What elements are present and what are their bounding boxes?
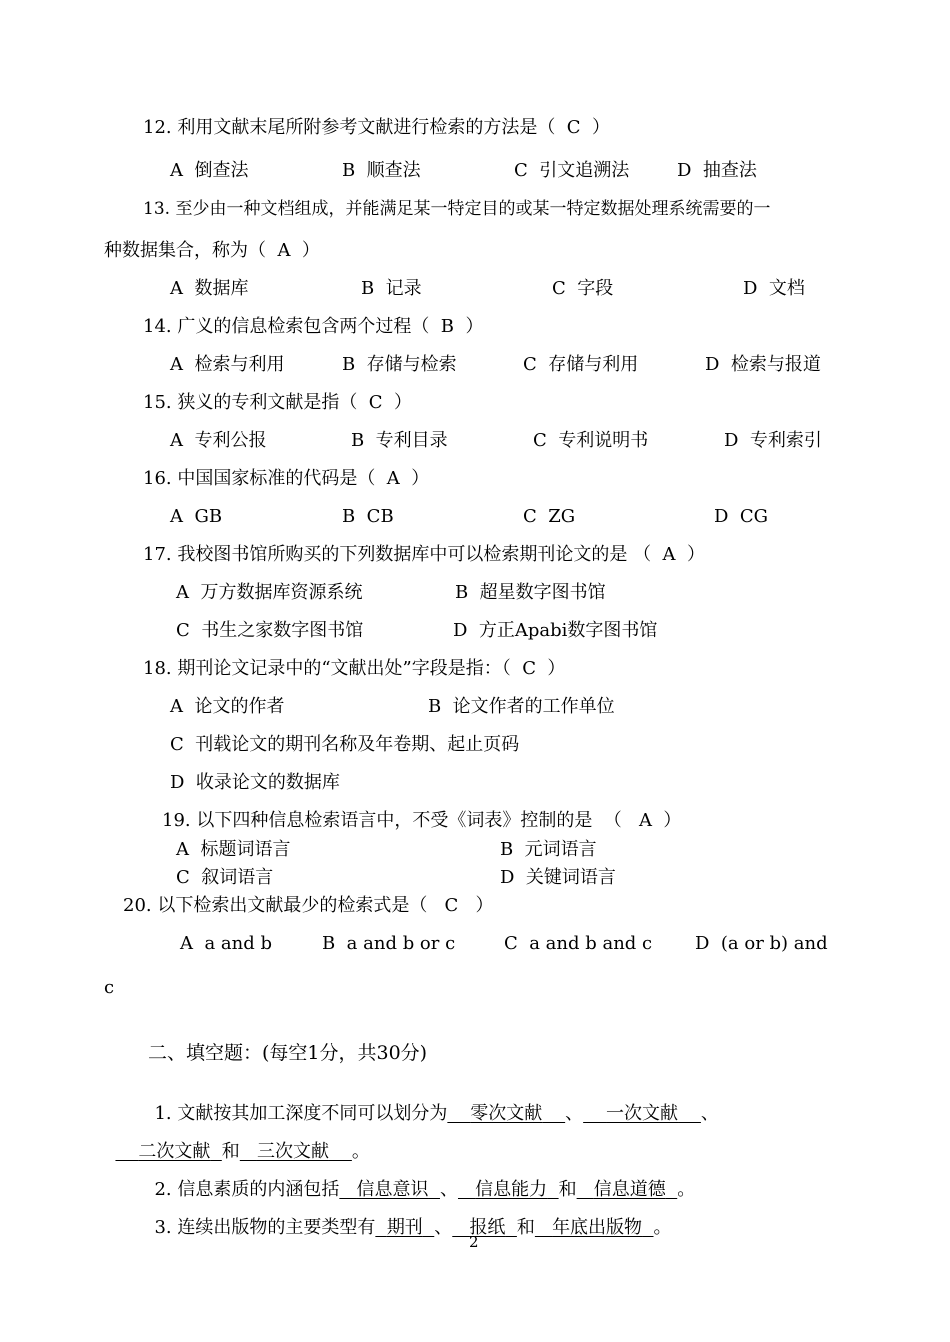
q20-option-a: A a and b <box>180 933 272 954</box>
q17-option-d: D 方正Apabi数字图书馆 <box>453 620 658 641</box>
fill-2-answer-3: 信息道德 <box>593 1179 666 1200</box>
q17-option-a: A 万方数据库资源系统 <box>176 582 363 603</box>
q18-option-a: A 论文的作者 <box>170 696 285 717</box>
q18-option-c: C 刊载论文的期刊名称及年卷期、起止页码 <box>170 734 520 755</box>
fill-3 <box>143 1195 672 1239</box>
q14-option-a: A 检索与利用 <box>170 354 285 375</box>
question-12: 12. 利用文献末尾所附参考文献进行检索的方法是（ C ） <box>143 117 611 138</box>
q16-option-a: A GB <box>170 506 223 527</box>
q17-option-c: C 书生之家数字图书馆 <box>176 620 364 641</box>
fill-1-end: 。 <box>351 1141 370 1162</box>
question-17: 17. 我校图书馆所购买的下列数据库中可以检索期刊论文的是 （ A ） <box>143 544 705 565</box>
q19-option-a: A 标题词语言 <box>176 839 291 860</box>
fill-2-answer-1: 信息意识 <box>356 1179 429 1200</box>
fill-3-lead: 3. 连续出版物的主要类型有 <box>154 1217 376 1238</box>
q18-option-d: D 收录论文的数据库 <box>170 772 340 793</box>
q12-option-a: A 倒查法 <box>170 160 249 181</box>
fill-3-answer-2: 报纸 <box>469 1217 506 1238</box>
q16-option-d: D CG <box>714 506 769 527</box>
fill-1-answer-3: 二次文献 <box>138 1141 211 1162</box>
fill-3-and: 和 <box>516 1217 535 1238</box>
q15-option-b: B 专利目录 <box>351 430 448 451</box>
q13-option-d: D 文档 <box>743 278 805 299</box>
q12-option-d: D 抽查法 <box>677 160 757 181</box>
fill-1-lead: 1. 文献按其加工深度不同可以划分为 <box>154 1103 448 1124</box>
fill-2-answer-2: 信息能力 <box>475 1179 548 1200</box>
fill-1-answer-4: 三次文献 <box>256 1141 329 1162</box>
fill-1-answer-1: 零次文献 <box>470 1103 543 1124</box>
question-19: 19. 以下四种信息检索语言中，不受《词表》控制的是 （ A ） <box>162 810 682 831</box>
q20-option-b: B a and b or c <box>322 933 456 954</box>
fill-3-sep-1: 、 <box>434 1217 453 1238</box>
fill-2-end: 。 <box>677 1179 696 1200</box>
fill-3-end: 。 <box>653 1217 672 1238</box>
q16-option-c: C ZG <box>523 506 576 527</box>
fill-2-sep-1: 、 <box>439 1179 458 1200</box>
question-16: 16. 中国国家标准的代码是（ A ） <box>143 468 430 489</box>
fill-2-lead: 2. 信息素质的内涵包括 <box>154 1179 340 1200</box>
q14-option-b: B 存储与检索 <box>342 354 457 375</box>
q18-option-b: B 论文作者的工作单位 <box>428 696 615 717</box>
q20-option-d: D (a or b) and <box>695 933 828 954</box>
fill-3-answer-3: 年底出版物 <box>552 1217 643 1238</box>
section-2-heading: 二、填空题：(每空1分，共30分) <box>148 1042 428 1064</box>
q19-option-d: D 关键词语言 <box>500 867 616 888</box>
q15-option-c: C 专利说明书 <box>533 430 649 451</box>
question-15: 15. 狭义的专利文献是指（ C ） <box>143 392 413 413</box>
question-18: 18. 期刊论文记录中的“文献出处”字段是指：（ C ） <box>143 658 566 679</box>
question-20: 20. 以下检索出文献最少的检索式是（ C ） <box>123 895 494 916</box>
q12-option-b: B 顺查法 <box>342 160 421 181</box>
page-number: 2 <box>469 1233 479 1251</box>
q19-option-b: B 元词语言 <box>500 839 597 860</box>
question-13-line2: 种数据集合，称为（ A ） <box>104 240 320 261</box>
fill-1-answer-2: 一次文献 <box>606 1103 679 1124</box>
q20-option-d-continuation: c <box>104 977 115 998</box>
question-14: 14. 广义的信息检索包含两个过程（ B ） <box>143 316 484 337</box>
q15-option-a: A 专利公报 <box>170 430 267 451</box>
fill-3-answer-1: 期刊 <box>386 1217 423 1238</box>
q20-option-c: C a and b and c <box>504 933 653 954</box>
fill-2-and: 和 <box>558 1179 577 1200</box>
q14-option-c: C 存储与利用 <box>523 354 639 375</box>
q13-option-b: B 记录 <box>361 278 422 299</box>
fill-1-and: 和 <box>221 1141 240 1162</box>
q16-option-b: B CB <box>342 506 394 527</box>
q17-option-b: B 超星数字图书馆 <box>455 582 606 603</box>
fill-1-sep-1: 、 <box>565 1103 584 1124</box>
question-13-line1: 13. 至少由一种文档组成，并能满足某一特定目的或某一特定数据处理系统需要的一 <box>143 199 771 219</box>
q15-option-d: D 专利索引 <box>724 430 822 451</box>
q14-option-d: D 检索与报道 <box>705 354 821 375</box>
q13-option-c: C 字段 <box>552 278 614 299</box>
fill-1-sep-2: 、 <box>700 1103 719 1124</box>
q13-option-a: A 数据库 <box>170 278 249 299</box>
q19-option-c: C 叙词语言 <box>176 867 274 888</box>
q12-option-c: C 引文追溯法 <box>514 160 630 181</box>
